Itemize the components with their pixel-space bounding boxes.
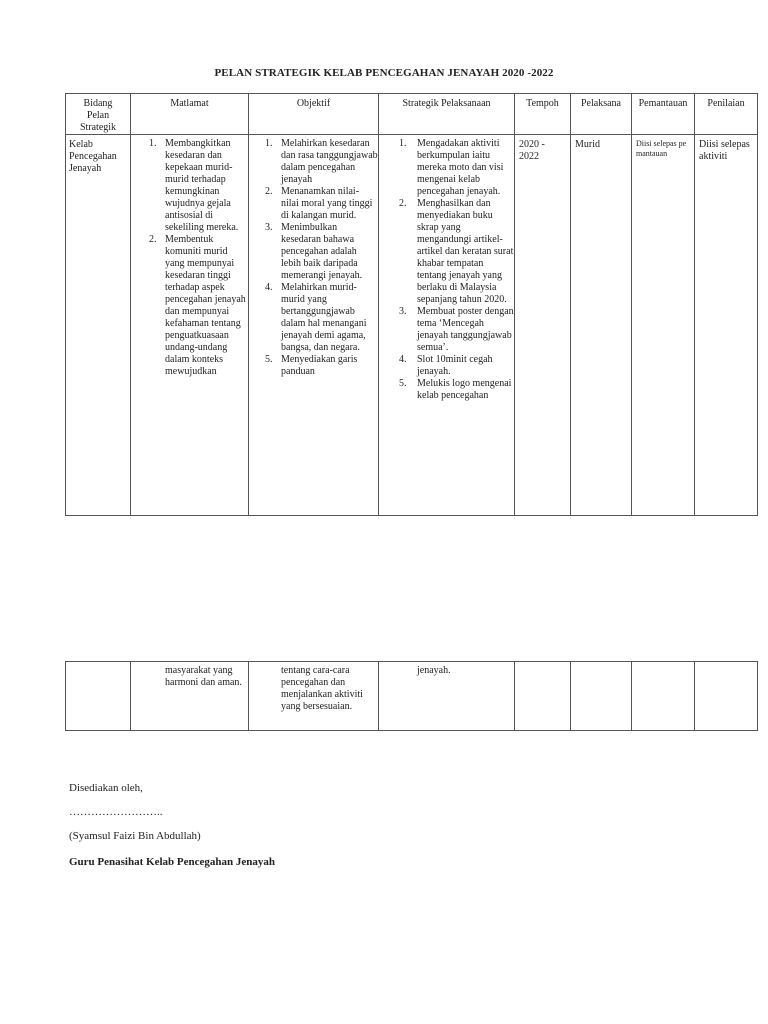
list-item: 5. Menyediakan garis panduan	[265, 354, 358, 377]
cell-penilaian: Diisi selepas aktiviti	[695, 135, 758, 516]
table-row	[66, 662, 758, 731]
list-item: 1. Membangkitkan kesedaran dan kepekaan murid-murid terhadap kemungkinan wujudnya gejala antisosial di sekeliling mereka.	[149, 138, 239, 233]
strategic-plan-table	[65, 93, 758, 516]
list-item: 2. Menghasilkan dan menyediakan buku skrap yang mengandungi artikel- artikel dan keratan surat khabar tempatan tentang jenayah yang berlaku di Malaysia sepanjang tahun 2020.	[399, 198, 514, 305]
cell-pelaksana: Murid	[571, 135, 632, 516]
signatory-role: Guru Penasihat Kelab Pencegahan Jenayah	[69, 856, 275, 868]
table-row	[66, 135, 758, 516]
cell-pemantauan-cont	[632, 662, 695, 731]
list-item: 5. Melukis logo mengenai kelab pencegahan	[399, 378, 512, 401]
header-matlamat: Matlamat	[131, 94, 249, 135]
list-item: 3. Membuat poster dengan tema ‘Mencegah jenayah tanggungjawab semua’.	[399, 306, 514, 353]
header-strategik: Strategik Pelaksanaan	[379, 94, 515, 135]
list-item: 4. Slot 10minit cegah jenayah.	[399, 354, 493, 377]
cell-objektif	[249, 135, 379, 516]
cell-pemantauan: Diisi selepas pemantauan	[632, 135, 695, 516]
prepared-by-label: Disediakan oleh,	[69, 782, 143, 794]
list-item: 1. Melahirkan kesedaran dan rasa tanggungjawab dalam pencegahan jenayah	[265, 138, 378, 185]
list-item: 2. Menanamkan nilai- nilai moral yang tinggi di kalangan murid.	[265, 186, 373, 221]
header-objektif: Objektif	[249, 94, 379, 135]
cell-matlamat-cont: masyarakat yang harmoni dan aman.	[131, 662, 249, 731]
list-item: 1. Mengadakan aktiviti berkumpulan iaitu mereka moto dan visi mengenai kelab pencegahan jenayah.	[399, 138, 504, 197]
cell-matlamat	[131, 135, 249, 516]
header-penilaian: Penilaian	[695, 94, 758, 135]
continuation-table	[65, 661, 758, 731]
cell-pelaksana-cont	[571, 662, 632, 731]
list-item: 4. Melahirkan murid-murid yang bertanggungjawab dalam hal menangani jenayah demi agama, bangsa, dan negara.	[265, 282, 367, 353]
cell-objektif-cont: tentang cara-cara pencegahan dan menjalankan aktiviti yang bersesuaian.	[249, 662, 379, 731]
cell-tempoh-cont	[515, 662, 571, 731]
cell-bidang-cont	[66, 662, 131, 731]
cell-penilaian-cont	[695, 662, 758, 731]
list-item: 3. Menimbulkan kesedaran bahawa pencegahan adalah lebih baik daripada memerangi jenayah.	[265, 222, 363, 281]
header-bidang: Bidang Pelan Strategik	[66, 94, 131, 135]
cell-strategik	[379, 135, 515, 516]
header-pelaksana: Pelaksana	[571, 94, 632, 135]
signature-line: ……………………..	[69, 806, 163, 818]
cell-tempoh: 2020 - 2022	[515, 135, 571, 516]
signatory-name: (Syamsul Faizi Bin Abdullah)	[69, 830, 201, 842]
header-tempoh: Tempoh	[515, 94, 571, 135]
header-pemantauan: Pemantauan	[632, 94, 695, 135]
header-row	[66, 94, 758, 135]
list-item: 2. Membentuk komuniti murid yang mempunyai kesedaran tinggi terhadap aspek pencegahan jenayah dan mempunyai kefahaman tentang penguatkuasaan undang-undang dalam konteks mewujudkan	[149, 234, 246, 377]
cell-bidang: Kelab Pencegahan Jenayah	[66, 135, 131, 516]
document-title: PELAN STRATEGIK KELAB PENCEGAHAN JENAYAH 2020 -2022	[214, 67, 554, 79]
cell-strategik-cont: jenayah.	[379, 662, 515, 731]
